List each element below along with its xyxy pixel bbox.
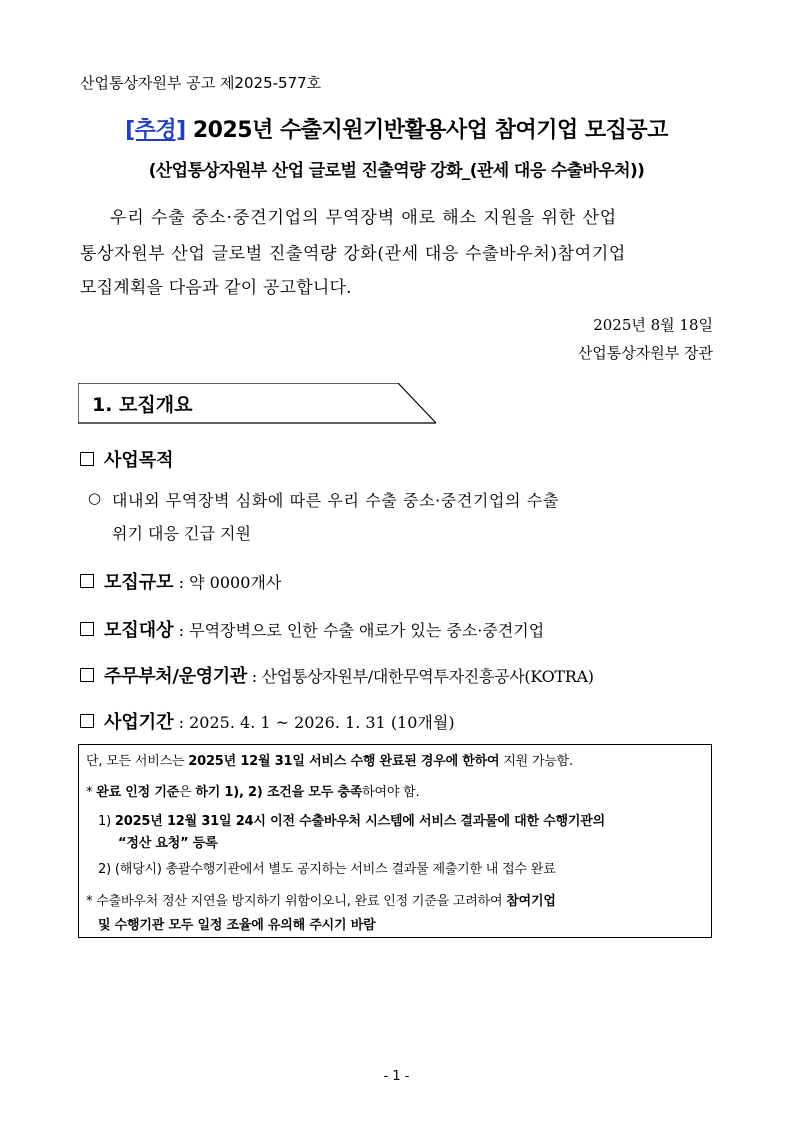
scale-value: 약 0000개사 <box>189 573 282 592</box>
period-value: 2025. 4. 1 ~ 2026. 1. 31 (10개월) <box>189 713 455 732</box>
note-emphasis: 완료 인정 기준 <box>96 785 180 800</box>
note-emphasis: 하기 1), 2) 조건을 모두 충족 <box>195 785 363 800</box>
scale-label: 모집규모 <box>104 572 174 593</box>
target-row <box>104 616 544 642</box>
page-title <box>0 113 793 144</box>
note-line-1 <box>86 750 573 769</box>
purpose-title: 사업목적 <box>104 450 174 471</box>
note-emphasis: 및 수행기관 모두 일정 조율에 유의해 주시기 바람 <box>98 918 376 933</box>
org-label: 주무부처/운영기관 <box>104 666 247 687</box>
page-number: - 1 - <box>383 1069 410 1084</box>
org-separator: : <box>246 667 262 686</box>
note-line-4: 2) (해당시) 총괄수행기관에서 별도 공지하는 서비스 결과물 제출기한 내 접수 완료 <box>98 862 556 877</box>
note-emphasis: 참여기업 <box>506 894 556 909</box>
note-line-3b <box>118 832 218 851</box>
checkbox-square-icon <box>80 452 94 466</box>
note-line-2 <box>86 781 419 800</box>
note-text: 1) <box>98 814 115 829</box>
checkbox-square-icon <box>80 574 94 588</box>
checkbox-square-icon <box>80 714 94 728</box>
checkbox-square-icon <box>80 622 94 636</box>
note-text: * <box>86 785 97 800</box>
purpose-line-2: 위기 대응 긴급 지원 <box>112 524 251 543</box>
note-line-5b <box>98 914 375 933</box>
period-separator: : <box>173 713 190 732</box>
title-tag: [추경] <box>125 118 186 143</box>
note-text: 은 <box>179 785 196 800</box>
period-label: 사업기간 <box>104 712 174 733</box>
checkbox-square-icon <box>80 668 94 682</box>
org-value: 산업통상자원부/대한무역투자진흥공사(KOTRA) <box>261 667 594 686</box>
section-title: 1. 모집개요 <box>92 394 193 416</box>
intro-line-2: 통상자원부 산업 글로벌 진출역량 강화(관세 대응 수출바우처)참여기업 <box>80 244 626 264</box>
intro-line-1: 우리 수출 중소·중견기업의 무역장벽 애로 해소 지원을 위한 산업 <box>110 208 618 228</box>
note-line-5 <box>86 890 556 909</box>
circle-bullet-icon: ○ <box>88 489 102 507</box>
note-text: 지원 가능함. <box>499 754 573 769</box>
target-label: 모집대상 <box>104 620 174 641</box>
title-main: 2025년 수출지원기반활용사업 참여기업 모집공고 <box>185 118 668 143</box>
target-value: 무역장벽으로 인한 수출 애로가 있는 중소·중견기업 <box>189 621 545 640</box>
purpose-line-1: 대내외 무역장벽 심화에 따른 우리 수출 중소·중견기업의 수출 <box>112 491 559 510</box>
target-separator: : <box>173 621 190 640</box>
org-row <box>104 662 594 688</box>
scale-separator: : <box>173 573 190 592</box>
intro-line-3: 모집계획을 다음과 같이 공고합니다. <box>80 278 352 298</box>
notice-date: 2025년 8월 18일 <box>593 316 713 334</box>
note-emphasis: “정산 요청” 등록 <box>118 836 218 851</box>
note-text: 하여야 함. <box>362 785 420 800</box>
note-text: * 수출바우처 정산 지연을 방지하기 위함이오니, 완료 인정 기준을 고려하여 <box>86 894 507 909</box>
page-subtitle: (산업통상자원부 산업 글로벌 진출역량 강화_(관세 대응 수출바우처)) <box>148 161 645 181</box>
signer: 산업통상자원부 장관 <box>577 344 713 362</box>
period-row <box>104 708 455 734</box>
scale-row <box>104 568 281 594</box>
note-text: 단, 모든 서비스는 <box>86 754 189 769</box>
notice-number: 산업통상자원부 공고 제2025-577호 <box>80 74 322 92</box>
note-line-3 <box>98 810 605 829</box>
note-emphasis: 2025년 12월 31일 24시 이전 수출바우처 시스템에 서비스 결과물에 대한 수행기관의 <box>114 814 605 829</box>
note-emphasis: 2025년 12월 31일 서비스 수행 완료된 경우에 한하여 <box>188 754 500 769</box>
